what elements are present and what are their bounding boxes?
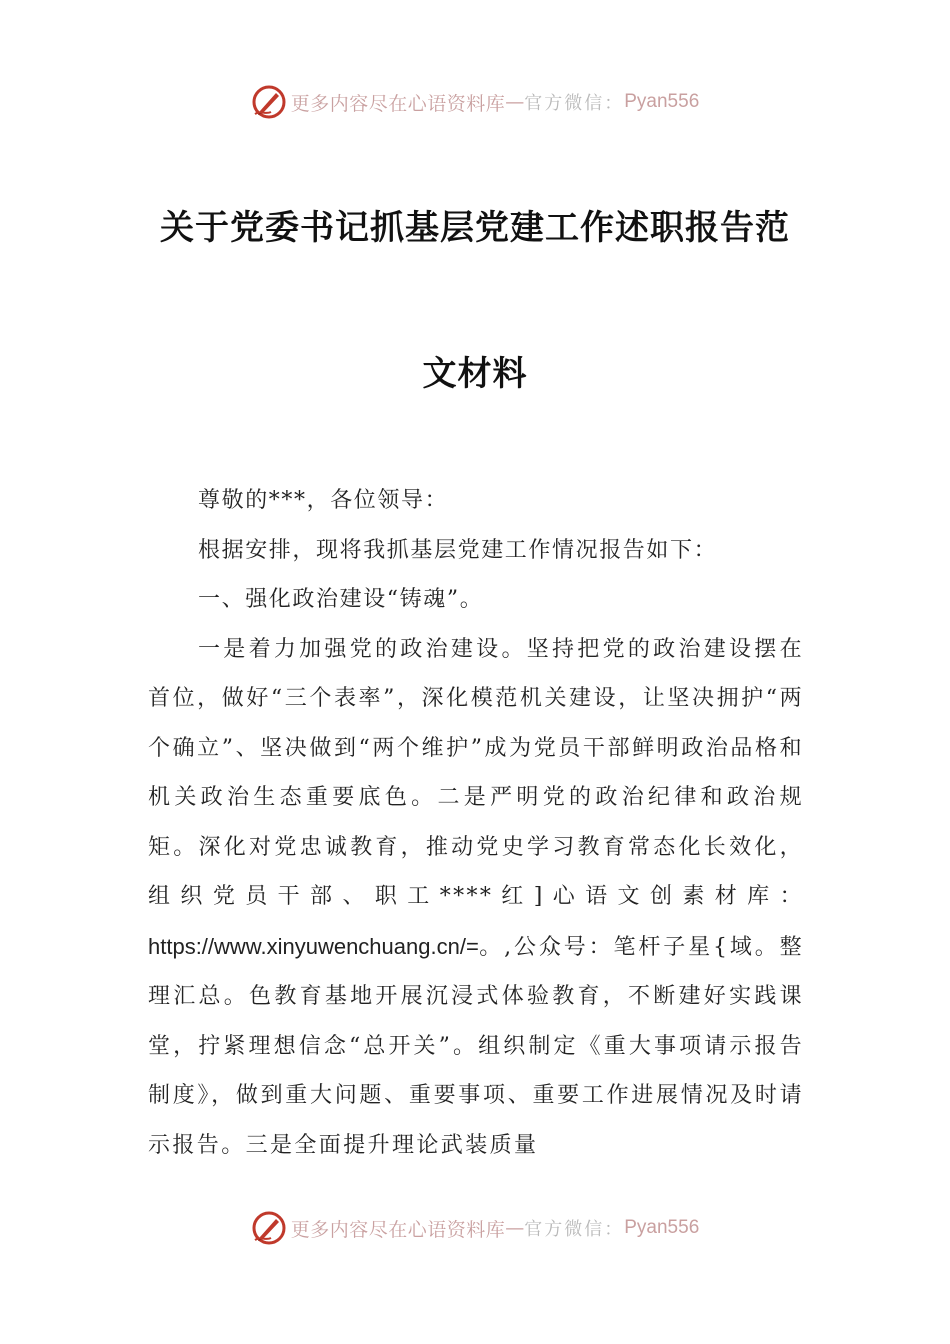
section-heading: 一、强化政治建设“铸魂”。 <box>198 587 484 612</box>
intro-paragraph: 根据安排，现将我抓基层党建工作情况报告如下： <box>198 537 718 563</box>
pen-logo-icon <box>251 1210 287 1246</box>
banner-wechat-id: Pyan556 <box>624 1217 700 1238</box>
document-title-line2: 文材料 <box>422 354 528 394</box>
paragraph-text-part1: 一是着力加强党的政治建设。坚持把党的政治建设摆在首位，做好“三个表率”，深化模范机关建设，让坚决拥护“两个确立”、坚决做到“两个维护”成为党员干部鲜明政治品格和机关政治生态重要底色。二是严明党的政治纪律和政治规矩。深化对党忠诚教育，推动党史学习教育常态化长效化，组织党员干部、职工****红]心语文创素材库： <box>148 636 804 909</box>
banner-wechat-label: 官方微信： <box>524 93 625 114</box>
footer-banner <box>0 1208 950 1248</box>
greeting-paragraph: 尊敬的***，各位领导： <box>198 488 449 513</box>
banner-separator: — <box>505 91 525 113</box>
paragraph-url: https://www.xinyuwenchuang.cn/= <box>148 933 479 959</box>
banner-text: 更多内容尽在心语资料库 <box>290 1218 506 1241</box>
banner-text: 更多内容尽在心语资料库 <box>290 92 506 115</box>
banner-wechat-label: 官方微信： <box>524 1219 625 1240</box>
pen-logo-icon <box>251 84 287 120</box>
body-paragraph <box>148 625 804 1171</box>
header-banner <box>0 82 950 122</box>
banner-wechat-id: Pyan556 <box>624 91 700 112</box>
document-body <box>148 476 804 1170</box>
paragraph-text-part2: 。,公众号：笔杆子星{域。整理汇总。色教育基地开展沉浸式体验教育，不断建好实践课堂，拧紧理想信念“总开关”。组织制定《重大事项请示报告制度》，做到重大问题、重要事项、重要工作进展情况及时请示报告。三是全面提升理论武装质量 <box>148 934 804 1158</box>
document-title-line1: 关于党委书记抓基层党建工作述职报告范 <box>160 208 790 248</box>
banner-separator: — <box>505 1217 525 1239</box>
